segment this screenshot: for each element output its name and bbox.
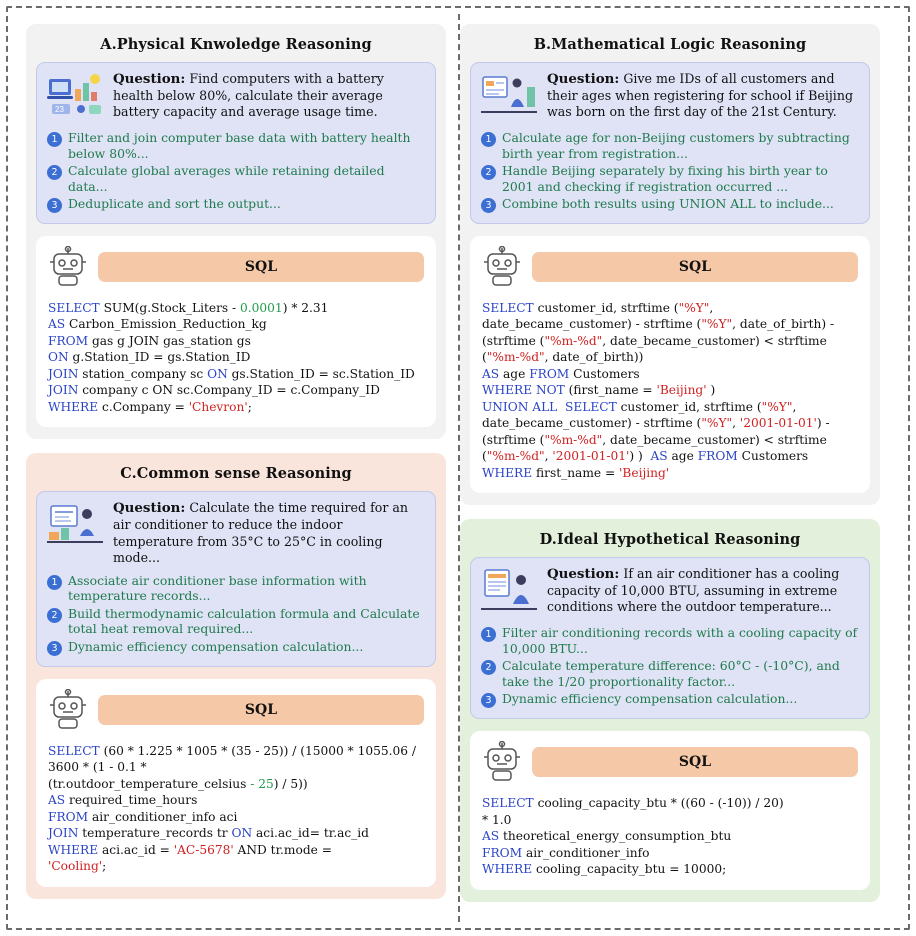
board-presenter-illustration-icon (481, 71, 539, 123)
panel-a-question-body: Find computers with a battery health below 80%, calculate their average battery capacity and average usage time. (113, 71, 384, 120)
panel-a-sql-label: SQL (98, 252, 424, 282)
panel-d-step-2 (481, 658, 859, 689)
panel-b-step-1 (481, 130, 859, 161)
panel-d-step-3-text: Dynamic efficiency compensation calculation... (502, 691, 798, 707)
laptop-chart-illustration-icon (47, 71, 105, 123)
panel-a-question-label: Question: (113, 71, 186, 87)
step-number-badge: 3 (481, 693, 496, 708)
robot-icon (482, 741, 522, 783)
panel-c-step-2 (47, 606, 425, 637)
panel-c-question-box (36, 491, 436, 666)
panel-c-step-1-text: Associate air conditioner base information with temperature records... (68, 572, 367, 604)
panel-b-step-2-text: Handle Beijing separately by fixing his birth year to 2001 and checking if registration occurred ... (502, 163, 828, 194)
panel-d-sql-header (482, 741, 858, 783)
step-number-badge: 1 (481, 627, 496, 642)
panel-d-steps (481, 625, 859, 708)
panel-a-title: A.Physical Knwoledge Reasoning (100, 36, 372, 53)
panel-b-step-3-text: Combine both results using UNION ALL to include... (502, 196, 834, 211)
panel-d-question-body: If an air conditioner has a cooling capacity of 10,000 BTU, assuming in extreme conditions where the outdoor temperature... (547, 566, 840, 615)
panel-b-question-label: Question: (547, 71, 620, 87)
panel-d-step-3 (481, 691, 859, 708)
panel-a-physical-knowledge (26, 24, 446, 439)
panel-c-question-label: Question: (113, 500, 186, 517)
panel-d-sql-code: SELECT cooling_capacity_btu * ((60 - (-10)) / 20) * 1.0 AS theoretical_energy_consumption_btu FROM air_conditioner_info WHERE cooling_capacity_btu = 10000; (482, 796, 784, 877)
panel-a-sql-header (48, 246, 424, 288)
panel-a-step-3 (47, 196, 425, 213)
step-number-badge: 1 (47, 575, 62, 590)
panel-a-step-1-text: Filter and join computer base data with battery health below 80%... (68, 130, 411, 161)
document-person-illustration-icon (481, 566, 539, 618)
panel-d-question-text (547, 566, 859, 615)
person-desk-illustration-icon (47, 500, 105, 552)
step-number-badge: 2 (481, 165, 496, 180)
panel-b-step-3 (481, 196, 859, 213)
panel-c-steps (47, 573, 425, 656)
panel-b-sql-header (482, 246, 858, 288)
robot-icon (482, 246, 522, 288)
panel-a-steps (47, 130, 425, 213)
panel-b-steps (481, 130, 859, 213)
robot-icon (48, 246, 88, 288)
panel-d-ideal-hypothetical (460, 519, 880, 901)
panel-c-question-body: Calculate the time required for an air conditioner to reduce the indoor temperature from 35°C to 25°C in cooling mode... (113, 500, 408, 565)
svg-text:23: 23 (55, 105, 64, 114)
step-number-badge: 2 (47, 165, 62, 180)
panel-d-step-1 (481, 625, 859, 656)
panel-a-question-box (36, 62, 436, 224)
step-number-badge: 3 (481, 198, 496, 213)
panel-c-common-sense (26, 453, 446, 898)
panel-b-question-body: Give me IDs of all customers and their ages when registering for school if Beijing was born on the first day of the 21st Century. (547, 71, 854, 120)
step-number-badge: 1 (47, 132, 62, 147)
panel-c-sql-label: SQL (98, 695, 424, 725)
panel-b-mathematical-logic (460, 24, 880, 505)
panel-c-sql-header (48, 689, 424, 731)
panel-c-step-1 (47, 573, 425, 604)
panel-c-sql-code: SELECT (60 * 1.225 * 1005 * (35 - 25)) / (15000 * 1055.06 / 3600 * (1 - 0.1 * (tr.outdoor_temperature_celsius - 25) / 5)) AS required_time_hours FROM air_conditioner_info aci JOIN temperature_records tr ON aci.ac_id= tr.ac_id WHERE aci.ac_id = 'AC-5678' AND tr.mode = 'Cooling'; (48, 743, 417, 874)
step-number-badge: 2 (481, 660, 496, 675)
panel-b-step-2 (481, 163, 859, 194)
panel-a-sql-box (36, 236, 436, 427)
panel-b-title: B.Mathematical Logic Reasoning (533, 36, 807, 53)
panel-d-question-label: Question: (547, 566, 620, 583)
step-number-badge: 3 (47, 198, 62, 213)
right-column (460, 24, 880, 912)
panel-a-step-3-text: Deduplicate and sort the output... (68, 196, 281, 211)
panel-d-sql-label: SQL (532, 747, 858, 777)
panel-a-step-1 (47, 130, 425, 161)
panel-d-step-2-text: Calculate temperature difference: 60°C - (-10°C), and take the 1/20 proportionality factor... (502, 658, 840, 689)
panel-b-sql-label: SQL (532, 252, 858, 282)
panel-b-question-box (470, 62, 870, 224)
panel-a-question-text (113, 71, 425, 120)
panel-d-title: D.Ideal Hypothetical Reasoning (539, 531, 801, 549)
step-number-badge: 1 (481, 132, 496, 147)
panel-b-step-1-text: Calculate age for non-Beijing customers by subtracting birth year from registration... (502, 130, 850, 161)
panel-c-step-3-text: Dynamic efficiency compensation calculation... (68, 638, 364, 654)
panel-d-step-1-text: Filter air conditioning records with a cooling capacity of 10,000 BTU... (502, 625, 858, 656)
panel-a-sql-code: SELECT SUM(g.Stock_Liters - 0.0001) * 2.31 AS Carbon_Emission_Reduction_kg FROM gas g JOIN gas_station gs ON g.Station_ID = gs.Station_ID JOIN station_company sc ON gs.Station_ID = sc.Station_ID JOIN company c ON sc.Company_ID = c.Company_ID WHERE c.Company = 'Chevron'; (48, 301, 415, 414)
panel-columns (10, 10, 906, 926)
panel-c-title: C.Common sense Reasoning (120, 465, 352, 483)
panel-b-question-text (547, 71, 859, 120)
panel-c-question-text (113, 500, 425, 565)
panel-b-sql-box (470, 236, 870, 493)
robot-icon (48, 689, 88, 731)
left-column (26, 24, 446, 912)
panel-d-sql-box (470, 731, 870, 889)
panel-a-step-2 (47, 163, 425, 194)
panel-c-step-2-text: Build thermodynamic calculation formula and Calculate total heat removal required... (68, 605, 420, 637)
panel-a-step-2-text: Calculate global averages while retaining detailed data... (68, 163, 385, 194)
step-number-badge: 3 (47, 641, 62, 656)
panel-b-sql-code: SELECT customer_id, strftime ("%Y", date_became_customer) - strftime ("%Y", date_of_birth) - (strftime ("%m-%d", date_became_customer) < strftime ("%m-%d", date_of_birth)) AS age FROM Customers WHERE NOT (first_name = 'Beijing' ) UNION ALL SELECT customer_id, strftime ("%Y", date_became_customer) - strftime ("%Y", '2001-01-01') - (strftime ("%m-%d", date_became_customer) < strftime ("%m-%d", '2001-01-01') ) AS age FROM Customers WHERE first_name = 'Beijing' (482, 301, 835, 480)
panel-c-step-3 (47, 639, 425, 656)
step-number-badge: 2 (47, 608, 62, 623)
panel-d-question-box (470, 557, 870, 719)
panel-c-sql-box (36, 679, 436, 887)
